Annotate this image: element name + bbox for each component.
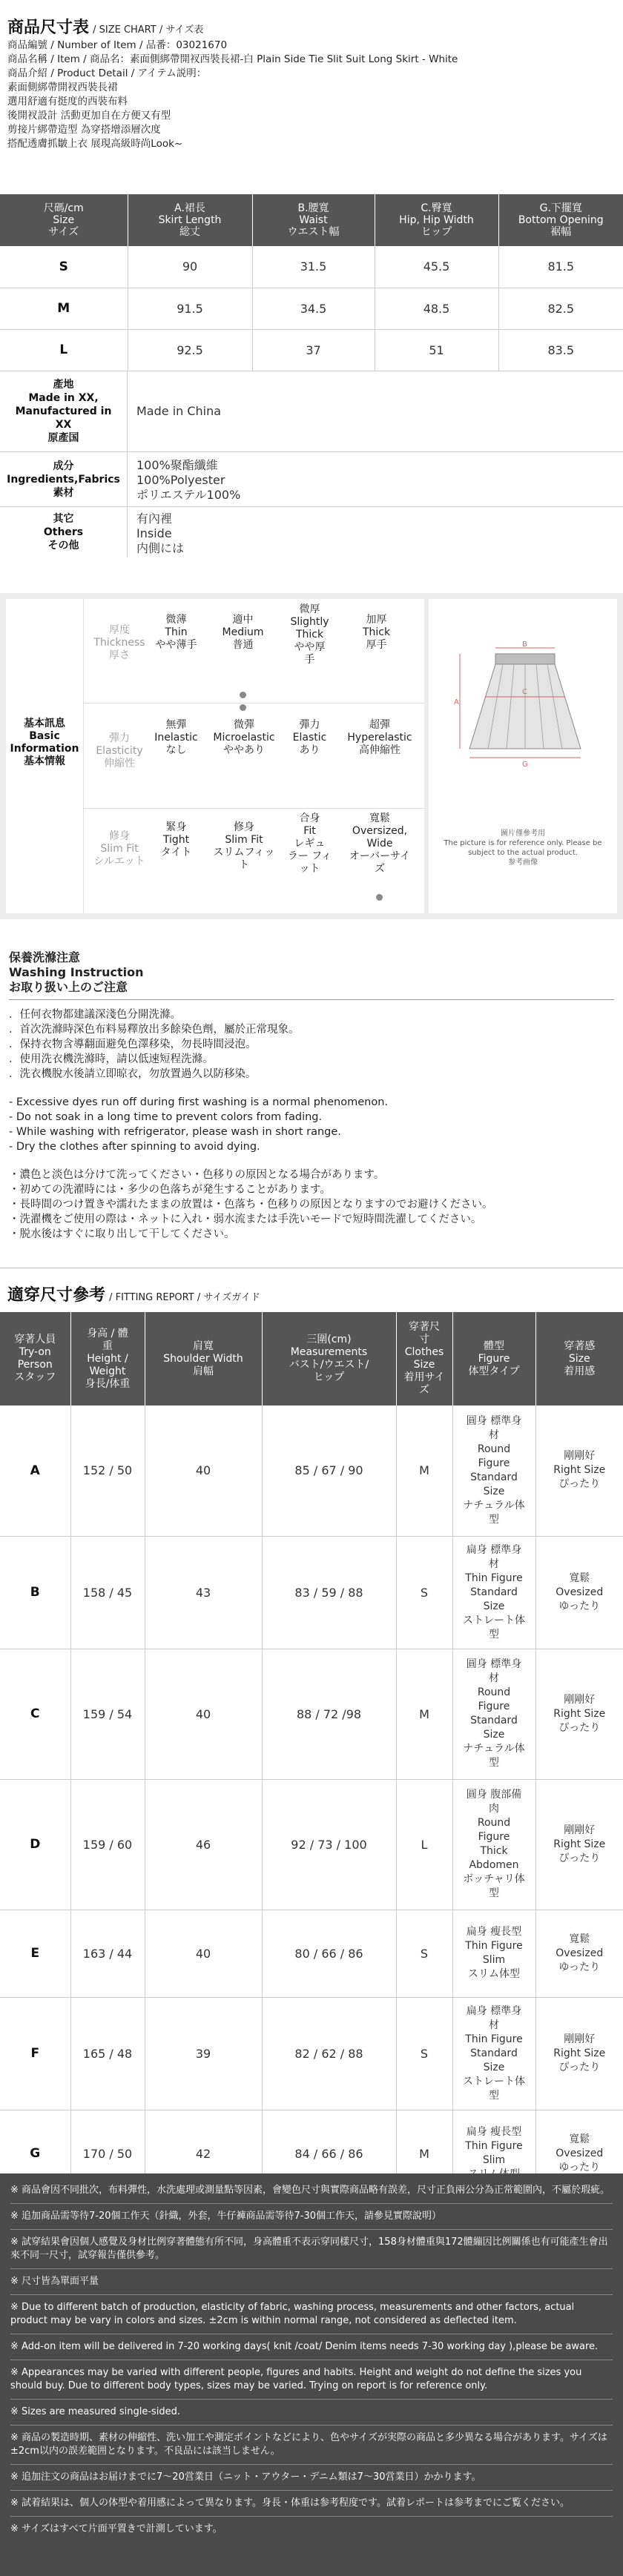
wash-line: ．使用洗衣機洗滌時，請以低速短程洗滌。 (9, 1053, 214, 1065)
clothes-size-cell: S (396, 1997, 452, 2110)
person-label: G (0, 2110, 70, 2197)
feel-cell (535, 1649, 623, 1779)
figure-line: Thin Figure (465, 1572, 523, 1584)
figure-line: Abdomen (469, 1859, 519, 1871)
table-row (0, 1405, 623, 1536)
feel-cell (535, 1910, 623, 1997)
figure-line: ストレート体 (463, 2075, 525, 2087)
size-table-header (0, 194, 623, 246)
clothes-size-cell: M (396, 1649, 452, 1779)
size-label: S (0, 246, 128, 288)
height-weight-cell: 159 / 60 (70, 1779, 145, 1910)
note-line: ※ 追加注文の商品はお届けまでに7～20営業日（ニット・アウター・デニム類は7～30営業日）かかります。 (10, 2471, 481, 2483)
material-block (0, 371, 623, 557)
washing-instruction (9, 950, 614, 1242)
feel-line: 寬鬆 (569, 2133, 590, 2145)
table-row (0, 329, 623, 371)
figure-line: Standard (470, 1586, 518, 1598)
table-cell: 92.5 (128, 329, 252, 371)
wash-line: ・脱水後はすぐに取り出して干してください。 (9, 1228, 235, 1240)
fitting-heading (7, 1282, 616, 1305)
size-chart-heading (7, 15, 616, 38)
header-waist: B.腰寬 Waist ウエスト幅 (252, 194, 375, 246)
elasticity-micro: 微彈 Microelastic ややあり (213, 719, 275, 756)
table-cell: 45.5 (375, 246, 498, 288)
figure-line: ストレート体 (463, 1614, 525, 1626)
table-cell: 34.5 (252, 288, 375, 329)
fit-oversized: 寬鬆 Oversized, Wide オーバーサイ ズ (349, 812, 411, 875)
height-weight-cell: 158 / 45 (70, 1536, 145, 1649)
figure-line: ナチュラル体 (463, 1743, 525, 1755)
clothes-size-cell: L (396, 1779, 452, 1910)
size-chart-subtitle: / SIZE CHART / サイズ表 (93, 24, 204, 36)
shoulder-cell: 42 (145, 2110, 262, 2197)
figure-line: ナチュラル体 (463, 1499, 525, 1512)
thickness-medium: 適中 Medium 普通 (222, 614, 264, 651)
figure-line: 肉 (489, 1803, 499, 1815)
clothes-size-cell: S (396, 1910, 452, 1997)
table-cell: 81.5 (498, 246, 623, 288)
fit-slim: 修身 Slim Fit スリムフィット (213, 821, 275, 871)
figure-line: Size (483, 1729, 505, 1741)
shoulder-cell: 39 (145, 1997, 262, 2110)
person-label: F (0, 1997, 70, 2110)
table-cell: 91.5 (128, 288, 252, 329)
feel-cell (535, 1405, 623, 1536)
diagram-label-c: C (522, 688, 527, 696)
figure-line: 扁身 瘦長型 (466, 2126, 522, 2138)
table-row (0, 1910, 623, 1997)
measurements-cell: 85 / 67 / 90 (262, 1405, 396, 1536)
washing-title-en: Washing Instruction (9, 965, 144, 979)
size-label: L (0, 329, 128, 371)
figure-line: 型 (489, 1628, 499, 1640)
height-weight-cell: 163 / 44 (70, 1910, 145, 1997)
table-cell: 31.5 (252, 246, 375, 288)
wash-line: - Dry the clothes after spinning to avoid dying. (9, 1141, 260, 1153)
thickness-selected-dot (240, 692, 246, 698)
material-value: 100%聚酯纖維 100%Polyester ポリエステル100% (136, 458, 241, 502)
figure-cell (452, 1536, 535, 1649)
figure-line: Round (477, 1817, 511, 1829)
figure-line: 圓身 標準身 (466, 1658, 522, 1670)
table-cell: 82.5 (498, 288, 623, 329)
figure-line: スリム体型 (468, 1968, 520, 1980)
header-height-weight: 身高 / 體 重 Height / Weight 身長/体重 (70, 1312, 145, 1405)
elasticity-selected-dot (240, 704, 246, 711)
feel-line: Right Size (553, 2047, 606, 2059)
fit-label: 修身 Slim Fit シルエット (93, 830, 145, 867)
header-person: 穿著人員 Try-on Person スタッフ (0, 1312, 70, 1405)
size-chart-title: 商品尺寸表 (7, 19, 90, 37)
wash-line: ．保持衣物含導翻面避免色澤移染，勿長時間浸泡。 (9, 1039, 257, 1050)
diagram-label-g: G (522, 761, 528, 769)
info-line: 剪接片綁帶造型 為穿搭增添層次度 (7, 124, 161, 136)
figure-cell (452, 1779, 535, 1910)
others-row (0, 507, 623, 557)
size-table-wrap (0, 194, 623, 371)
note-line: ※ 商品會因不同批次，布料彈性，水洗處理或測量點等因素，會變色尺寸與實際商品略有誤差，尺寸正負兩公分為正常範圍內，不屬於瑕疵。 (10, 2185, 610, 2196)
wash-line: ・濃色と淡色は分けて洗ってください・色移りの原因となる場合があります。 (9, 1169, 385, 1181)
figure-line: Thin Figure (465, 2140, 523, 2152)
height-weight-cell: 165 / 48 (70, 1997, 145, 2110)
person-label: E (0, 1910, 70, 1997)
feel-line: ぴったり (558, 2061, 601, 2073)
feel-line: 剛剛好 (564, 1824, 596, 1836)
fit-tight: 緊身 Tight タイト (160, 821, 192, 858)
fitting-table-wrap (0, 1312, 623, 2198)
note-line: ※ Due to different batch of production, elasticity of fabric, washing process, measurements and other factors, actual product may be vary in colors and sizes. ±2cm is within normal range, not considered as deflected item. (10, 2302, 575, 2326)
figure-line: Standard (470, 1471, 518, 1483)
others-label: 其它 Others その他 (0, 507, 128, 557)
thickness-label: 厚度 Thickness 厚さ (93, 624, 145, 661)
fitting-table-header (0, 1312, 623, 1405)
measurements-cell: 80 / 66 / 86 (262, 1910, 396, 1997)
note-line: ※ Add-on item will be delivered in 7-20 working days( knit /coat/ Denim items needs 7-30 working day ),please be aware. (10, 2341, 599, 2352)
table-cell: 48.5 (375, 288, 498, 329)
others-value: 有內裡 Inside 内側には (136, 511, 185, 555)
figure-line: 型 (489, 1513, 499, 1526)
note-line: ※ サイズはすべて片面平置きで計測しています。 (10, 2523, 222, 2534)
figure-line: Slim (482, 2154, 506, 2166)
figure-line: 型 (489, 1757, 499, 1769)
note-line: ※ 試穿結果會因個人感覺及身材比例穿著體態有所不同，身高體重不表示穿同樣尺寸，158身材體重與172體繃因比例關係也有可能產生會出來不同一尺寸，試穿報告僅供參考。 (10, 2236, 608, 2261)
shoulder-cell: 40 (145, 1649, 262, 1779)
note-line: ※ 商品の製造時期、素材の伸縮性、洗い加工や測定ポイントなどにより、色やサイズが実際の商品と多少異なる場合があります。サイズは±2cm以内の誤差範囲となります。不良品には該当しません。 (10, 2432, 607, 2457)
wash-line: - Excessive dyes run off during first washing is a normal phenomenon. (9, 1096, 388, 1108)
figure-line: Thick (480, 1845, 508, 1857)
header-figure: 體型 Figure 体型タイプ (452, 1312, 535, 1405)
figure-line: Standard (470, 1715, 518, 1726)
feel-line: ゆったり (558, 2161, 601, 2173)
figure-line: Slim (482, 1954, 506, 1966)
header-clothes-size: 穿著尺 寸 Clothes Size 着用サイ ズ (396, 1312, 452, 1405)
height-weight-cell: 152 / 50 (70, 1405, 145, 1536)
notes-block (0, 2173, 623, 2576)
measurements-cell: 83 / 59 / 88 (262, 1536, 396, 1649)
elasticity-elastic: 彈力 Elastic あり (292, 719, 327, 756)
shoulder-cell: 46 (145, 1779, 262, 1910)
figure-cell (452, 1997, 535, 2110)
figure-line: Figure (478, 1457, 510, 1469)
table-row (0, 246, 623, 288)
person-label: B (0, 1536, 70, 1649)
wash-line: ．洗衣機脫水後請立即晾衣，勿放置過久以防移染。 (9, 1068, 257, 1080)
table-row (0, 1649, 623, 1779)
feel-line: 剛剛好 (564, 2033, 596, 2045)
wash-line: ・洗濯機をご使用の際は・ネットに入れ・弱水流または手洗いモードで短時間洗濯してください。 (9, 1213, 482, 1225)
feel-line: 剛剛好 (564, 1693, 596, 1706)
figure-line: 圓身 標準身 (466, 1414, 522, 1427)
note-line: ※ 尺寸皆為單面平量 (10, 2276, 99, 2287)
feel-line: 寬鬆 (569, 1572, 590, 1584)
table-row (0, 1536, 623, 1649)
note-line: ※ 追加商品需等待7-20個工作天（針織，外套，牛仔褲商品需等待7-30個工作天，請參見實際說明） (10, 2211, 442, 2222)
figure-cell (452, 1405, 535, 1536)
figure-line: Figure (478, 1701, 510, 1712)
info-line: 商品介紹 / Product Detail / アイテム説明： (7, 67, 207, 79)
basic-info (0, 593, 623, 919)
header-size: 尺碼/cm Size サイズ (0, 194, 128, 246)
measurements-cell: 92 / 73 / 100 (262, 1779, 396, 1910)
elasticity-inelastic: 無彈 Inelastic なし (154, 719, 198, 756)
figure-line: Figure (478, 1831, 510, 1843)
wash-line: - While washing with refrigerator, please wash in short range. (9, 1126, 341, 1138)
figure-cell (452, 1649, 535, 1779)
fit-regular: 合身 Fit レギュ ラー フィ ット (287, 812, 332, 875)
figure-line: Thin Figure (465, 2033, 523, 2045)
diagram-label-a: A (454, 698, 459, 706)
shoulder-cell: 43 (145, 1536, 262, 1649)
table-cell: 37 (252, 329, 375, 371)
fitting-table (0, 1312, 623, 2198)
note-line: ※ Appearances may be varied with different people, figures and habits. Height and weight do not define the sizes you should buy. Due to different body types, sizes may be varied. Trying on report is for reference only. (10, 2367, 582, 2391)
measurements-cell: 82 / 62 / 88 (262, 1997, 396, 2110)
height-weight-cell: 170 / 50 (70, 2110, 145, 2197)
header-bottom: G.下擺寬 Bottom Opening 裾幅 (498, 194, 623, 246)
skirt-diagram-icon (429, 638, 617, 808)
measurements-cell: 84 / 66 / 86 (262, 2110, 396, 2197)
washing-title-zh: 保養洗滌注意 (9, 950, 81, 964)
feel-line: ぴったり (558, 1721, 601, 1734)
info-line: 商品編號 / Number of Item / 品番：03021670 (7, 39, 228, 51)
diagram-label-b: B (522, 640, 527, 649)
figure-line: Thin Figure (465, 1940, 523, 1952)
feel-line: Ovesized (556, 2147, 604, 2159)
figure-line: 扁身 標準身 (466, 1543, 522, 1556)
fitting-subtitle: / FITTING REPORT / サイズガイド (109, 1292, 260, 1303)
feel-line: Ovesized (556, 1586, 604, 1598)
info-line: 素面側綁帶開衩西裝長裙 (7, 82, 118, 93)
clothes-size-cell: M (396, 1405, 452, 1536)
fit-selected-dot (376, 894, 383, 901)
clothes-size-cell: S (396, 1536, 452, 1649)
figure-line: Size (483, 1485, 505, 1497)
info-line: 搭配透膚抓皺上衣 展現高級時尚Look~ (7, 138, 183, 150)
feel-line: Ovesized (556, 1947, 604, 1959)
info-line: 商品名稱 / Item / 商品名：素面側綁帶開衩西裝長裙-白 Plain Side Tie Slit Suit Long Skirt - White (7, 53, 458, 65)
table-cell: 90 (128, 246, 252, 288)
feel-line: ゆったり (558, 1600, 601, 1612)
size-label: M (0, 288, 128, 329)
figure-line: Size (483, 1600, 505, 1612)
figure-line: ボッチャリ体 (463, 1873, 525, 1885)
wash-line: - Do not soak in a long time to prevent colors from fading. (9, 1111, 323, 1123)
material-row (0, 452, 623, 507)
shoulder-cell: 40 (145, 1405, 262, 1536)
size-table (0, 194, 623, 371)
thickness-slightly-thick: 微厚 Slightly Thick やや厚 手 (290, 603, 329, 666)
origin-value: Made in China (136, 404, 222, 418)
table-row (0, 1779, 623, 1910)
person-label: D (0, 1779, 70, 1910)
table-row (0, 288, 623, 329)
measurements-cell: 88 / 72 /98 (262, 1649, 396, 1779)
fitting-title: 適穿尺寸參考 (7, 1286, 106, 1305)
figure-line: 材 (489, 1672, 499, 1684)
info-line: 後開衩設計 活動更加自在方便又有型 (7, 110, 171, 122)
feel-line: ぴったり (558, 1852, 601, 1864)
wash-line: ．任何衣物都建議深淺色分開洗滌。 (9, 1009, 181, 1021)
material-label: 成分 Ingredients,Fabrics 素材 (0, 452, 128, 506)
clothes-size-cell: M (396, 2110, 452, 2197)
thickness-thick: 加厚 Thick 厚手 (362, 614, 391, 651)
figure-line: Round (477, 1686, 511, 1698)
wash-line: ・長時間のつけ置きや濡れたままの放置は・色落ち・色移りの原因となりますのでお避けください。 (9, 1199, 493, 1211)
origin-label: 產地 Made in XX, Manufactured in XX 原產国 (0, 371, 128, 451)
header-hip: C.臀寬 Hip, Hip Width ヒップ (375, 194, 498, 246)
figure-line: 型 (489, 1887, 499, 1899)
header-measurements: 三圍(cm) Measurements バスト/ウエスト/ ヒップ (262, 1312, 396, 1405)
person-label: A (0, 1405, 70, 1536)
feel-line: Right Size (553, 1838, 606, 1850)
figure-line: Standard (470, 2047, 518, 2059)
feel-line: Right Size (553, 1707, 606, 1720)
person-label: C (0, 1649, 70, 1779)
elasticity-hyper: 超彈 Hyperelastic 高伸縮性 (347, 719, 412, 756)
table-cell: 51 (375, 329, 498, 371)
figure-line: 材 (489, 2019, 499, 2031)
origin-row (0, 371, 623, 452)
figure-cell (452, 1910, 535, 1997)
header-feel: 穿著感 Size 着用感 (535, 1312, 623, 1405)
figure-line: 圓身 腹部備 (466, 1789, 522, 1801)
info-line: 選用舒適有挺度的西裝布料 (7, 96, 128, 107)
feel-line: Right Size (553, 1464, 606, 1477)
wash-line: ．首次洗滌時深色布料易釋放出多餘染色劑，屬於正常現象。 (9, 1024, 300, 1036)
figure-line: Round (477, 1443, 511, 1455)
header-length: A.裙長 Skirt Length 総丈 (128, 194, 252, 246)
feel-cell (535, 1779, 623, 1910)
wash-line: ・初めての洗濯時には・多少の色落ちが発生することがあります。 (9, 1184, 331, 1196)
feel-cell (535, 1536, 623, 1649)
note-line: ※ 試着結果は、個人の体型や着用感によって異なります。身長・体重は参考程度です。試着レポートは参考までにご覧ください。 (10, 2497, 570, 2509)
feel-line: 剛剛好 (564, 1450, 596, 1463)
header-shoulder: 肩寬 Shoulder Width 肩幅 (145, 1312, 262, 1405)
figure-line: 扁身 瘦長型 (466, 1926, 522, 1938)
feel-line: ぴったり (558, 1478, 601, 1491)
diagram-note: 圖片僅參考用 The picture is for reference only. Please be subject to the actual product. 参考画像 (444, 830, 602, 867)
figure-line: 材 (489, 1428, 499, 1441)
elasticity-label: 彈力 Elasticity 伸縮性 (96, 732, 143, 769)
thickness-thin: 微薄 Thin やや薄手 (155, 614, 197, 651)
washing-title-ja: お取り扱い上のご注意 (9, 980, 128, 994)
height-weight-cell: 159 / 54 (70, 1649, 145, 1779)
figure-line: 扁身 標準身 (466, 2004, 522, 2017)
feel-line: 寬鬆 (569, 1933, 590, 1945)
feel-cell (535, 1997, 623, 2110)
shoulder-cell: 40 (145, 1910, 262, 1997)
figure-line: 型 (489, 2089, 499, 2102)
figure-line: Size (483, 2061, 505, 2073)
table-cell: 83.5 (498, 329, 623, 371)
note-line: ※ Sizes are measured single-sided. (10, 2406, 181, 2417)
product-info (7, 39, 616, 151)
feel-line: ゆったり (558, 1961, 601, 1973)
table-row (0, 1997, 623, 2110)
basic-info-label: 基本訊息 Basic Information 基本情報 (10, 718, 79, 767)
figure-line: 材 (489, 1557, 499, 1570)
